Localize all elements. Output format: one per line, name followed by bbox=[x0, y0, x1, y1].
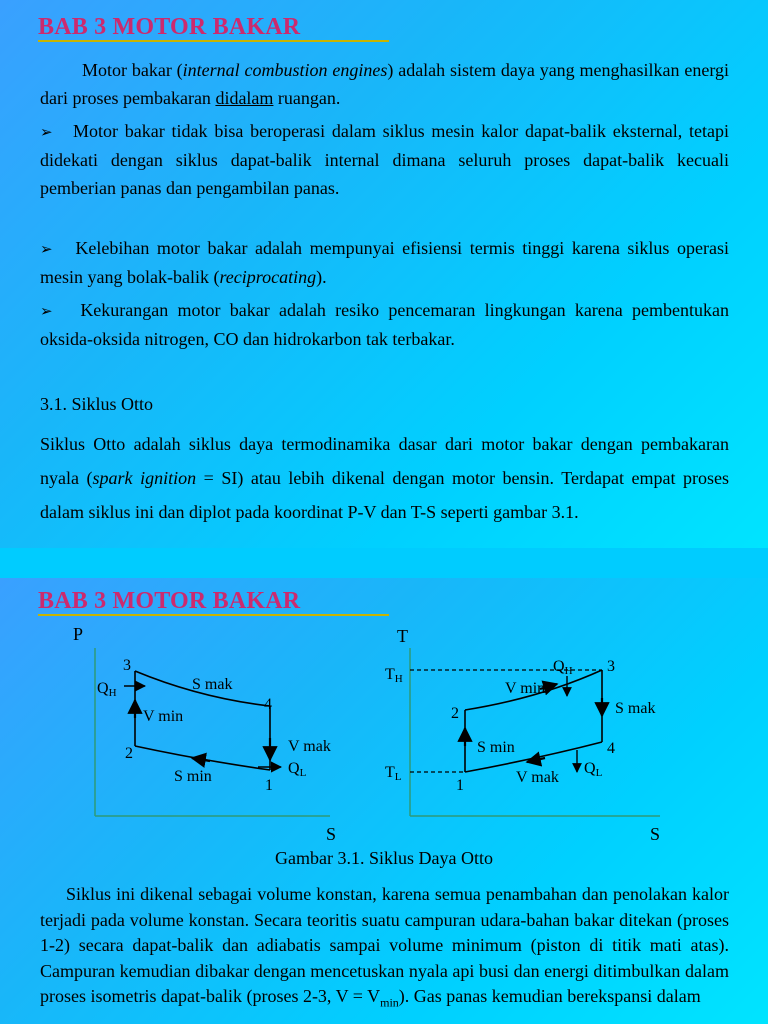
pv-point-3: 3 bbox=[123, 657, 131, 674]
body-paragraph bbox=[40, 882, 729, 1016]
ts-ql-label: QL bbox=[584, 760, 603, 779]
slide-1-heading: BAB 3 MOTOR BAKAR bbox=[38, 14, 301, 40]
intro-underlined: didalam bbox=[215, 88, 274, 108]
intro-paragraph bbox=[40, 56, 729, 112]
ts-point-2: 2 bbox=[451, 705, 459, 722]
slide-2 bbox=[0, 578, 768, 1024]
bullet-3-text: Kekurangan motor bakar adalah resiko pencemaran lingkungan karena pembentukan oksida-oksida nitrogen, CO dan hidrokarbon tak terbakar. bbox=[40, 300, 729, 349]
pv-point-2: 2 bbox=[125, 745, 133, 762]
pv-left-arrow bbox=[192, 758, 210, 761]
intro-text-3: ruangan. bbox=[273, 88, 341, 108]
bullet-1-text: Motor bakar tidak bisa beroperasi dalam siklus mesin kalor dapat-balik eksternal, tetapi didekati dengan siklus dapat-balik internal dimana seluruh proses dapat-balik kecuali pemberian panas dan pengambilan panas. bbox=[40, 121, 730, 198]
ts-tl-label: TL bbox=[385, 764, 402, 783]
pv-x-label: S bbox=[326, 824, 337, 844]
ts-smak-label: S mak bbox=[615, 700, 656, 717]
pv-qh-label: QH bbox=[97, 680, 117, 699]
pv-smak-label: S mak bbox=[192, 676, 233, 693]
bullet-3 bbox=[40, 296, 729, 353]
pv-point-4: 4 bbox=[264, 696, 272, 713]
pv-y-label: P bbox=[73, 624, 84, 644]
heading-underline bbox=[38, 40, 389, 42]
slide-2-heading: BAB 3 MOTOR BAKAR bbox=[38, 588, 301, 614]
bullet-arrow-icon: ➢ bbox=[40, 123, 53, 141]
body-text-tail: ). Gas panas kemudian berekspansi dalam bbox=[398, 986, 701, 1006]
otto-text-2: = SI) atau lebih dikenal dengan motor bensin. Terdapat empat proses dalam siklus ini dan diplot pada koordinat P-V dan T-S seperti gambar 3.1. bbox=[40, 468, 730, 522]
intro-italic: internal combustion engines bbox=[182, 60, 388, 80]
intro-text-2: ) adalah sistem daya yang menghasilkan energi dari proses pembakaran bbox=[40, 60, 730, 108]
figure-caption: Gambar 3.1. Siklus Daya Otto bbox=[275, 848, 493, 868]
bullet-2 bbox=[40, 234, 729, 291]
pv-compression-curve bbox=[135, 746, 270, 770]
body-text: Siklus ini dikenal sebagai volume konstan, karena semua penambahan dan penolakan kalor terjadi pada volume konstan. Secara teoritis suatu campuran udara-bahan bakar ditekan (proses 1-2) secara dapat-balik dan adiabatis sampai volume minimum (piston di titik mati atas). Campuran kemudian dibakar dengan mencetuskan nyala api busi dan energi ditimbulkan dalam proses isometris dapat-balik (proses 2-3, V = V bbox=[40, 884, 729, 1006]
pv-smin-label: S min bbox=[174, 768, 212, 785]
ts-vmin-label: V min bbox=[505, 680, 546, 697]
body-subscript: min bbox=[380, 995, 399, 1010]
ts-th-label: TH bbox=[385, 666, 403, 685]
ts-point-3: 3 bbox=[607, 658, 615, 675]
otto-paragraph bbox=[40, 427, 729, 529]
bullet-1 bbox=[40, 117, 729, 202]
ts-y-label: T bbox=[397, 626, 408, 646]
otto-italic: spark ignition bbox=[92, 468, 197, 488]
intro-text-1: Motor bakar ( bbox=[82, 60, 183, 80]
bullet-2-italic: reciprocating bbox=[219, 267, 317, 287]
pv-point-1: 1 bbox=[265, 777, 273, 794]
ts-point-1: 1 bbox=[456, 777, 464, 794]
pv-diagram bbox=[73, 624, 336, 844]
bullet-arrow-icon: ➢ bbox=[40, 302, 53, 320]
ts-smin-label: S min bbox=[477, 739, 515, 756]
ts-vmak-label: V mak bbox=[516, 769, 559, 786]
bullet-2-text: Kelebihan motor bakar adalah mempunyai efisiensi termis tinggi karena siklus operasi mesin yang bolak-balik ( bbox=[40, 238, 730, 287]
otto-diagrams bbox=[0, 578, 768, 848]
pv-vmak-label: V mak bbox=[288, 738, 331, 755]
ts-x-label: S bbox=[650, 824, 661, 844]
ts-point-4: 4 bbox=[607, 740, 615, 757]
pv-ql-label: QL bbox=[288, 760, 307, 779]
pv-vmin-label: V min bbox=[143, 708, 184, 725]
bullet-arrow-icon: ➢ bbox=[40, 240, 53, 258]
section-title: 3.1. Siklus Otto bbox=[40, 394, 154, 414]
ts-qh-label: QH bbox=[553, 658, 573, 677]
bullet-2-tail: ). bbox=[316, 267, 327, 287]
otto-text-1: Siklus Otto adalah siklus daya termodinamika dasar dari motor bakar dengan pembakaran nyala ( bbox=[40, 434, 729, 488]
ts-diagram bbox=[385, 626, 660, 844]
